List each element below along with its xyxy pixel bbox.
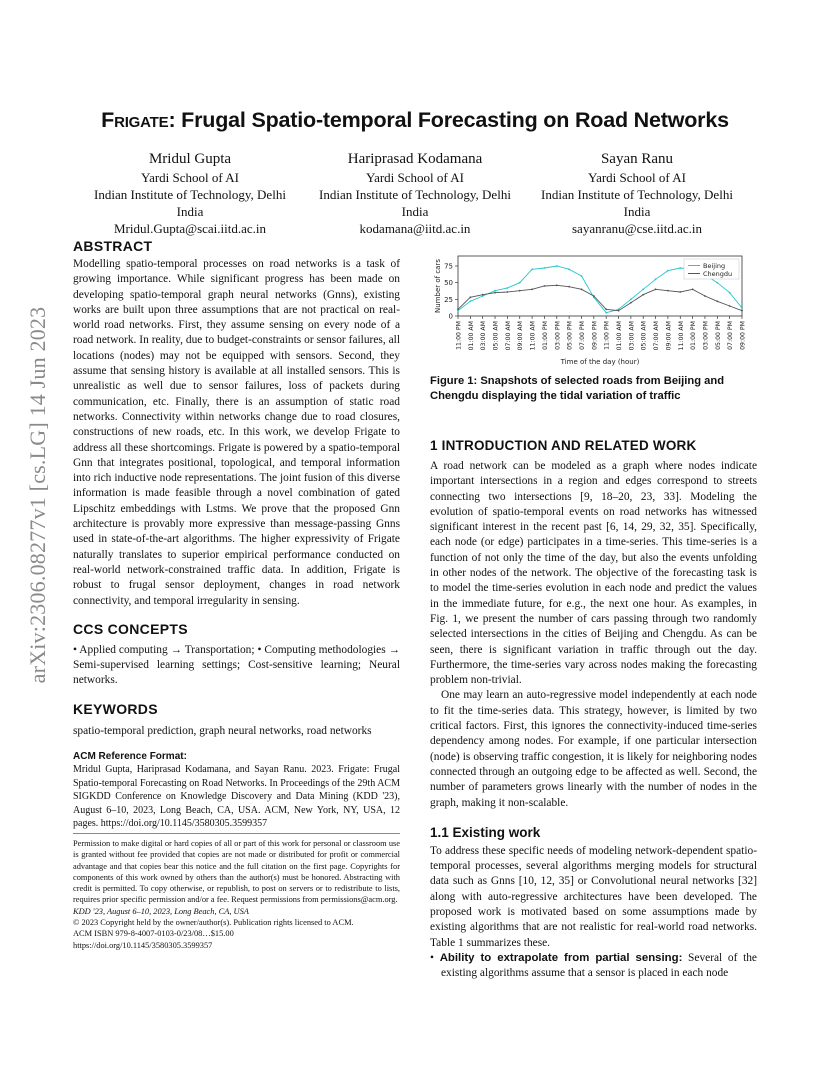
legend-label: Chengdu (703, 269, 733, 278)
author-institution: Indian Institute of Technology, Delhi (94, 187, 286, 202)
author-email[interactable]: kodamana@iitd.ac.in (359, 221, 471, 236)
legend-label: Beijing (703, 261, 726, 270)
data-point-chengdu (618, 310, 620, 312)
x-axis-label: Time of the day (hour) (560, 358, 640, 366)
author-name: Mridul Gupta (148, 151, 232, 167)
bullet-label: Ability to extrapolate from partial sensing: (439, 951, 683, 964)
data-point-beijing (741, 307, 743, 309)
intro-paragraph-1: A road network can be modeled as a graph where nodes indicate important intersections in a region and edges correspond to streets connecting two intersections [9, 18–20, 23, 33]. Modeling the evolution of spatio-temporal events on road networks has witnessed significant interest in the recent past [6, 14, 29, 32, 35]. Specifically, each node (or edge) participates in a time-series. This time-series is a function of not only the time of the day, but also the events unfolding in other nodes of the network. The objective of the forecasting task is to model the time-series evolution in each node and predict the values in the immediate future, for e.g., the next one hour. As examples, in Fig. 1, we present the number of cars passing through two randomly selected intersections in the cities of Beijing and Chengdu. As can be seen, there is significant variation in traffic through out the day. Furthermore, the time-series vary across nodes making the forecasting problem non-trivial. (430, 460, 757, 687)
author-country: India (401, 204, 429, 219)
ccs-heading: CCS CONCEPTS (73, 620, 188, 637)
data-point-chengdu (568, 286, 570, 288)
keywords-heading: KEYWORDS (73, 700, 158, 717)
abstract-heading: ABSTRACT (73, 238, 153, 254)
data-point-beijing (469, 300, 471, 302)
author-institution: Indian Institute of Technology, Delhi (541, 187, 733, 202)
bullet-item: • Ability to extrapolate from partial sensing: Several of the existing algorithms assume that a sensor is placed in each node (430, 951, 757, 980)
data-point-chengdu (494, 292, 496, 294)
footnote-divider (73, 833, 400, 834)
data-point-beijing (544, 267, 546, 269)
data-point-beijing (655, 278, 657, 280)
x-tick-label: 01:00 AM (616, 321, 624, 351)
x-tick-label: 03:00 AM (628, 321, 636, 351)
data-point-chengdu (519, 290, 521, 292)
conference-line: KDD '23, August 6–10, 2023, Long Beach, CA, USA (73, 906, 249, 916)
x-tick-label: 05:00 AM (640, 321, 648, 351)
x-tick-label: 05:00 AM (492, 321, 500, 351)
copyright-line: © 2023 Copyright held by the owner/author(s). Publication rights licensed to ACM. (73, 918, 354, 928)
data-point-chengdu (506, 291, 508, 293)
data-point-chengdu (469, 296, 471, 298)
x-tick-label: 09:00 PM (591, 321, 599, 350)
data-point-chengdu (544, 285, 546, 287)
y-tick-label: 25 (444, 295, 453, 304)
data-point-beijing (531, 268, 533, 270)
existing-work-paragraph: To address these specific needs of modeling network-dependent spatio-temporal processes, several algorithms merging models for structural data such as Gnns [10, 12, 35] or Convolutional neural networks [32] along with auto-regressive architectures have been developed. The proposed work is motivated based on some assumptions made by existing algorithms that are not realistic for real-world road networks. Table 1 summarizes these. (430, 844, 757, 949)
intro-heading: 1 INTRODUCTION AND RELATED WORK (430, 438, 697, 453)
left-column (73, 238, 400, 831)
author-card (527, 149, 747, 237)
data-point-chengdu (655, 288, 657, 290)
x-tick-label: 07:00 PM (727, 321, 735, 350)
bullet-text: Several of the existing algorithms assume that a sensor is placed in each node (441, 951, 757, 980)
data-point-chengdu (692, 288, 694, 290)
arxiv-identifier: arXiv:2306.08277v1 [cs.LG] 14 Jun 2023 (25, 306, 50, 684)
data-point-chengdu (482, 294, 484, 296)
x-tick-label: 09:00 AM (517, 321, 525, 351)
keywords-text: spatio-temporal prediction, graph neural networks, road networks (73, 724, 372, 737)
data-point-beijing (506, 287, 508, 289)
data-point-beijing (519, 282, 521, 284)
data-point-chengdu (667, 290, 669, 292)
data-point-beijing (716, 282, 718, 284)
x-tick-label: 03:00 PM (702, 321, 710, 350)
x-tick-label: 07:00 PM (578, 321, 586, 350)
data-point-beijing (630, 298, 632, 300)
data-point-beijing (568, 268, 570, 270)
author-school: Yardi School of AI (588, 170, 686, 185)
data-point-beijing (494, 290, 496, 292)
x-tick-label: 11:00 AM (529, 321, 537, 351)
traffic-line-chart (430, 250, 757, 370)
x-tick-label: 09:00 AM (665, 321, 673, 351)
data-point-chengdu (556, 284, 558, 286)
x-tick-label: 01:00 PM (541, 321, 549, 350)
data-point-chengdu (704, 295, 706, 297)
system-name: Frigate (101, 108, 169, 132)
data-point-chengdu (716, 300, 718, 302)
author-institution: Indian Institute of Technology, Delhi (319, 187, 511, 202)
data-point-beijing (556, 265, 558, 267)
author-email[interactable]: Mridul.Gupta@scai.iitd.ac.in (113, 221, 267, 236)
reference-heading: ACM Reference Format: (73, 751, 187, 763)
author-card (80, 149, 300, 237)
author-email[interactable]: sayanranu@cse.iitd.ac.in (571, 221, 702, 236)
data-point-beijing (679, 267, 681, 269)
data-point-chengdu (729, 305, 731, 307)
x-tick-label: 05:00 PM (714, 321, 722, 350)
intro-paragraph-2: One may learn an auto-regressive model independently at each node to fit the time-series data. This strategy, however, is limited by two critical factors. First, this ignores the connectivity-induced time-series dependency among nodes. For example, if one particular intersection (node) is observing traffic congestion, it is likely for neighboring nodes connected through an outgoing edge to be affected as well. Second, the number of parameters grows linearly with the number of nodes in the graph, making it non-scalable. (430, 689, 757, 809)
x-tick-label: 11:00 AM (677, 321, 685, 351)
data-point-beijing (642, 288, 644, 290)
doi-line[interactable]: https://doi.org/10.1145/3580305.3599357 (73, 940, 213, 950)
data-point-chengdu (457, 308, 459, 310)
figure-caption: Figure 1: Snapshots of selected roads from Beijing and Chengdu displaying the tidal variation of traffic (430, 375, 725, 402)
x-tick-label: 03:00 AM (480, 321, 488, 351)
x-tick-label: 07:00 AM (653, 321, 661, 351)
data-point-chengdu (679, 291, 681, 293)
author-country: India (176, 204, 204, 219)
author-name: Sayan Ranu (600, 151, 674, 167)
x-tick-label: 03:00 PM (554, 321, 562, 350)
data-point-chengdu (531, 288, 533, 290)
title-rest: : Frugal Spatio-temporal Forecasting on Road Networks (168, 108, 729, 132)
data-point-beijing (581, 275, 583, 277)
reference-text: Mridul Gupta, Hariprasad Kodamana, and Sayan Ranu. 2023. Frigate: Frugal Spatio-temporal Forecasting on Road Networks. In Proceedings of the 29th ACM SIGKDD Conference on Knowledge Discovery and Data Mining (KDD '23), August 6–10, 2023, Long Beach, CA, USA. ACM, New York, NY, USA, 12 pages. https://doi.org/10.1145/3580305.3599357 (73, 764, 400, 830)
y-tick-label: 50 (444, 279, 453, 288)
x-tick-label: 11:00 PM (603, 321, 611, 350)
ccs-text: • Applied computing → Transportation; • Computing methodologies → Semi-supervised learning settings; Cost-sensitive learning; Neural networks. (73, 643, 400, 687)
data-point-chengdu (741, 310, 743, 312)
x-tick-label: 01:00 PM (690, 321, 698, 350)
author-school: Yardi School of AI (366, 170, 464, 185)
x-tick-label: 09:00 PM (739, 321, 747, 350)
existing-work-heading: 1.1 Existing work (430, 824, 541, 840)
paper-title (70, 108, 760, 133)
x-tick-label: 07:00 AM (504, 321, 512, 351)
data-point-beijing (605, 312, 607, 314)
author-school: Yardi School of AI (141, 170, 239, 185)
y-tick-label: 75 (444, 262, 453, 271)
permission-notice: Permission to make digital or hard copies of all or part of this work for personal or classroom use is granted without fee provided that copies are not made or distributed for profit or commercial advantage and that copies bear this notice and the full citation on the first page. Copyrights for components of this work owned by others than the author(s) must be honored. Abstracting with credit is permitted. To copy otherwise, or republish, to post on servers or to redistribute to lists, requires prior specific permission and/or a fee. Request permissions from permissions@acm.org. (73, 839, 400, 905)
x-tick-label: 01:00 AM (467, 321, 475, 351)
right-column (430, 250, 757, 982)
data-point-beijing (729, 292, 731, 294)
isbn-line: ACM ISBN 979-8-4007-0103-0/23/08…$15.00 (73, 929, 234, 939)
author-country: India (623, 204, 651, 219)
data-point-chengdu (581, 288, 583, 290)
figure-1 (430, 250, 757, 370)
x-tick-label: 05:00 PM (566, 321, 574, 350)
copyright-footnote (73, 838, 400, 951)
data-point-chengdu (630, 302, 632, 304)
author-name: Hariprasad Kodamana (347, 151, 483, 167)
y-tick-label: 0 (448, 312, 453, 321)
author-card (305, 149, 525, 237)
y-axis-label: Number of cars (434, 259, 442, 313)
data-point-chengdu (605, 308, 607, 310)
abstract-text: Modelling spatio-temporal processes on road networks is a task of growing importance. While significant progress has been made on developing spatio-temporal graph neural networks (Gnns), existing works are built upon three assumptions that are not practical on real-world road networks. First, they assume sensing on every node of a road network. In reality, due to budget-constraints or sensor failures, all locations (nodes) may not be equipped with sensors. Second, they assume that sensing history is available at all installed sensors. This is unrealistic as well due to sensor failures, loss of packets during communication, etc. Finally, there is an assumption of static road networks. Connectivity within networks change due to road closures, constructions of new roads, etc. In this work, we develop Frigate to address all these shortcomings. Frigate is powered by a spatio-temporal Gnn that integrates positional, topological, and temporal information into rich inductive node representations. The joint fusion of this diverse information is made feasible through a novel combination of gated Lipschitz embeddings with Lstms. We prove that the proposed Gnn architecture is provably more expressive than message-passing Gnns used in state-of-the-art algorithms. The higher expressivity of Frigate naturally translates to superior empirical performance conducted on real-world network-constrained traffic data. In addition, Frigate is robust to frugal sensor deployment, changes in road network connectivity, and temporal irregularity in sensing. (73, 258, 400, 607)
data-point-beijing (667, 270, 669, 272)
data-point-chengdu (642, 294, 644, 296)
x-tick-label: 11:00 PM (455, 321, 463, 350)
data-point-chengdu (593, 295, 595, 297)
